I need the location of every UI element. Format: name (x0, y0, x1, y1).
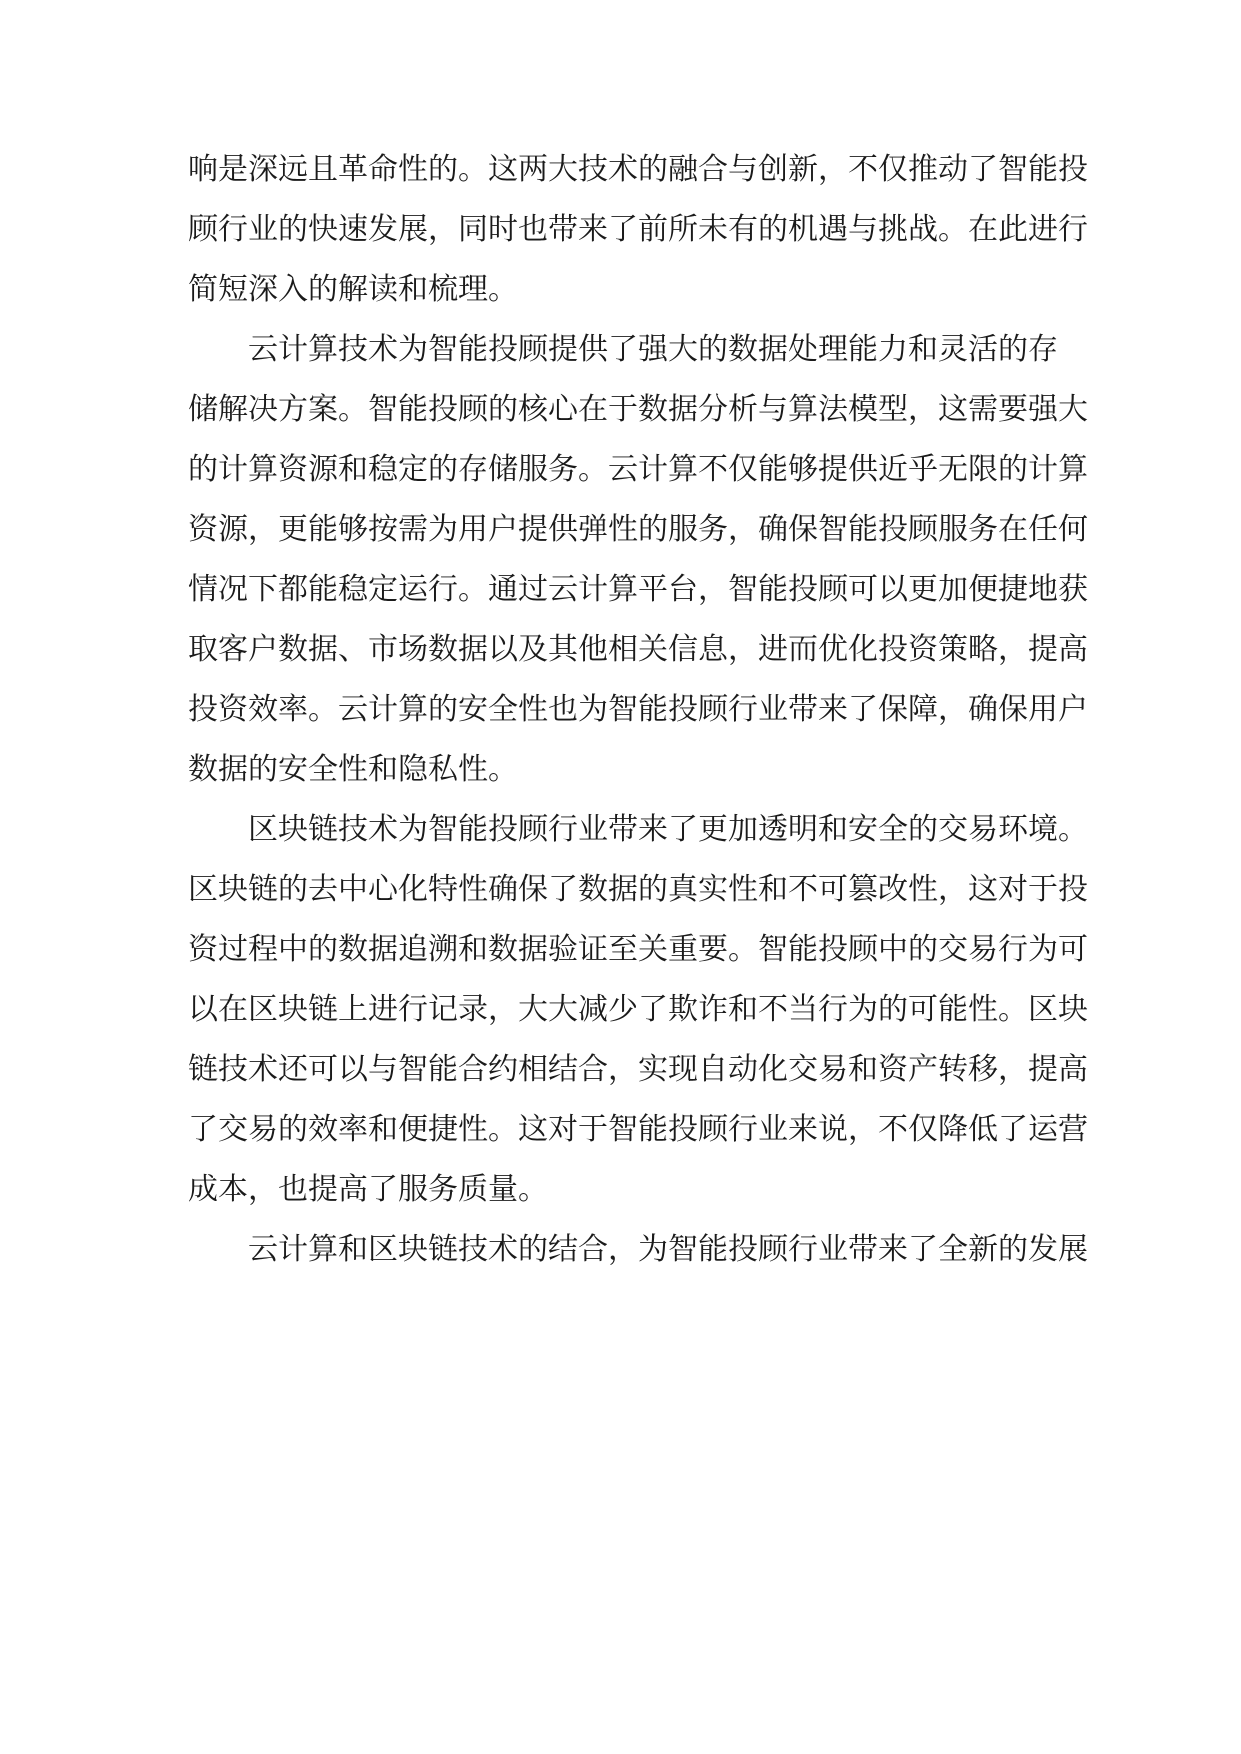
text-line: 云计算和区块链技术的结合，为智能投顾行业带来了全新的发展 (248, 1232, 1088, 1267)
paragraph-blockchain (188, 800, 1088, 1220)
text-line: 区块链技术为智能投顾行业带来了更加透明和安全的交易环境。 (248, 812, 1088, 847)
text-line: 储解决方案。智能投顾的核心在于数据分析与算法模型，这需要强大 (188, 392, 1088, 427)
text-line: 简短深入的解读和梳理。 (188, 272, 518, 307)
text-line: 的计算资源和稳定的存储服务。云计算不仅能够提供近乎无限的计算 (188, 452, 1088, 487)
text-line: 成本，也提高了服务质量。 (188, 1172, 548, 1207)
document-body (188, 140, 1088, 1280)
paragraph-intro-continuation (188, 140, 1088, 320)
text-line: 云计算技术为智能投顾提供了强大的数据处理能力和灵活的存 (248, 332, 1058, 367)
text-line: 了交易的效率和便捷性。这对于智能投顾行业来说，不仅降低了运营 (188, 1112, 1088, 1147)
paragraph-cloud-computing (188, 320, 1088, 800)
text-line: 数据的安全性和隐私性。 (188, 752, 518, 787)
text-line: 响是深远且革命性的。这两大技术的融合与创新，不仅推动了智能投 (188, 152, 1088, 187)
paragraph-combination (188, 1220, 1088, 1280)
text-line: 以在区块链上进行记录，大大减少了欺诈和不当行为的可能性。区块 (188, 992, 1088, 1027)
text-line: 链技术还可以与智能合约相结合，实现自动化交易和资产转移，提高 (188, 1052, 1088, 1087)
text-line: 资过程中的数据追溯和数据验证至关重要。智能投顾中的交易行为可 (188, 932, 1088, 967)
text-line: 取客户数据、市场数据以及其他相关信息，进而优化投资策略，提高 (188, 632, 1088, 667)
text-line: 顾行业的快速发展，同时也带来了前所未有的机遇与挑战。在此进行 (188, 212, 1088, 247)
text-line: 区块链的去中心化特性确保了数据的真实性和不可篡改性，这对于投 (188, 872, 1088, 907)
text-line: 资源，更能够按需为用户提供弹性的服务，确保智能投顾服务在任何 (188, 512, 1088, 547)
text-line: 投资效率。云计算的安全性也为智能投顾行业带来了保障，确保用户 (188, 692, 1088, 727)
text-line: 情况下都能稳定运行。通过云计算平台，智能投顾可以更加便捷地获 (188, 572, 1088, 607)
